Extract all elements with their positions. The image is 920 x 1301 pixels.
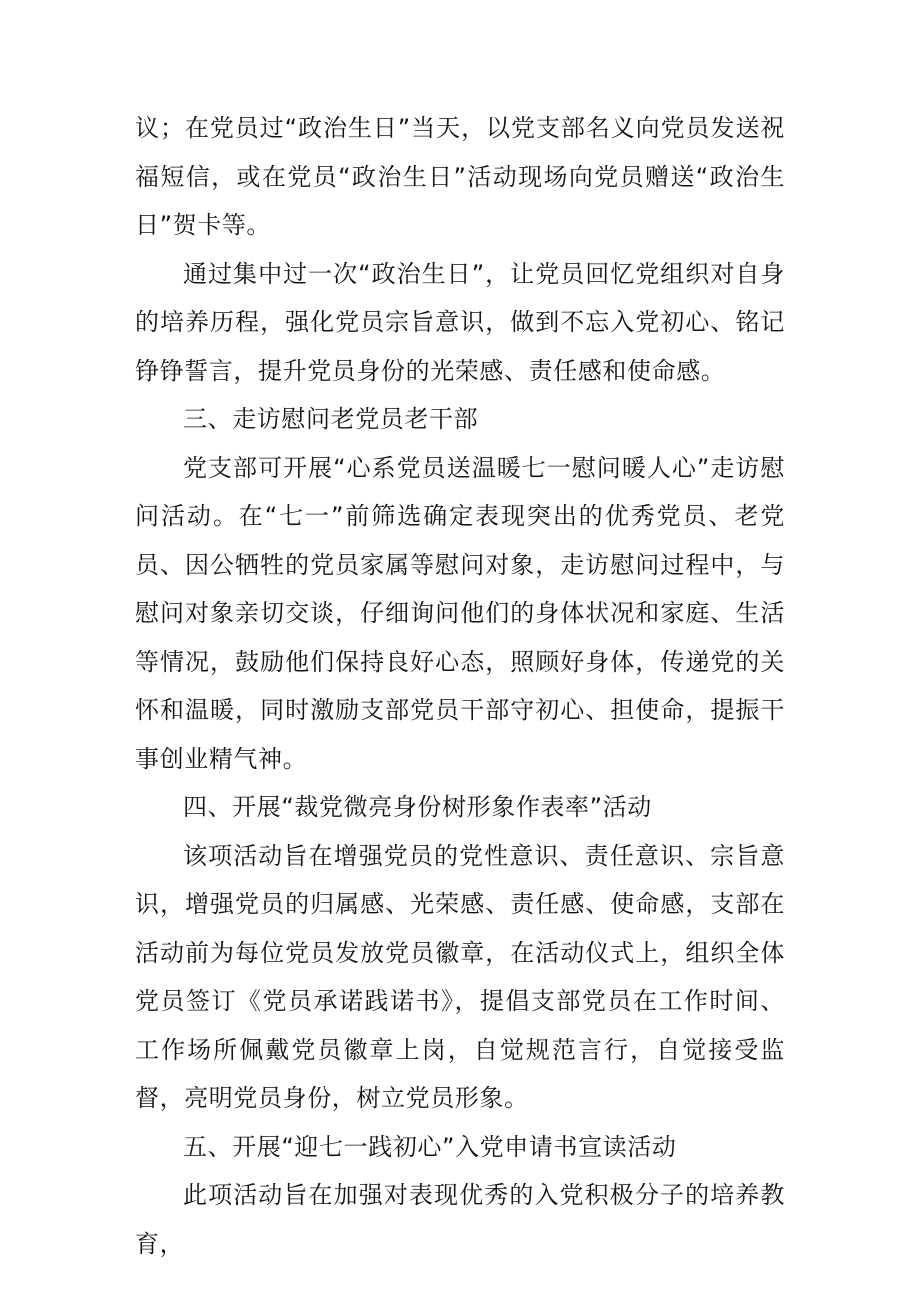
section-heading-5: 五、开展“迎七一践初心”入党申请书宣读活动 <box>183 1132 677 1161</box>
paragraph-section-3-body: 党支部可开展“心系党员送温暖七一慰问暖人心”走访慰问活动。在“七一”前筛选确定表现突出的优秀党员、老党员、因公牺牲的党员家属等慰问对象，走访慰问过程中，与慰问对象亲切交谈，仔细询问他们的身体状况和家庭、生活等情况，鼓励他们保持良好心态，照顾好身体，传递党的关怀和温暖，同时激励支部党员干部守初心、担使命，提振干事创业精气神。 <box>135 453 785 773</box>
paragraph-section-5-body: 此项活动旨在加强对表现优秀的入党积极分子的培养教育， <box>135 1181 785 1258</box>
paragraph-continued: 议；在党员过“政治生日”当天，以党支部名义向党员发送祝福短信，或在党员“政治生日”活动现场向党员赠送“政治生日”贺卡等。 <box>135 114 785 239</box>
section-heading-4: 四、开展“裁党微亮身份树形象作表率”活动 <box>183 793 652 821</box>
paragraph-section-4-body: 该项活动旨在增强党员的党性意识、责任意识、宗旨意识，增强党员的归属感、光荣感、责任感、使命感，支部在活动前为每位党员发放党员徽章，在活动仪式上，组织全体党员签订《党员承诺践诺书》，提倡支部党员在工作时间、工作场所佩戴党员徽章上岗，自觉规范言行，自觉接受监督，亮明党员身份，树立党员形象。 <box>135 841 785 1112</box>
document-body <box>135 104 785 1268</box>
section-heading-3: 三、走访慰问老党员老干部 <box>183 405 479 433</box>
paragraph-political-birthday-summary: 通过集中过一次“政治生日”，让党员回忆党组织对自身的培养历程，强化党员宗旨意识，做到不忘入党初心、铭记铮铮誓言，提升党员身份的光荣感、责任感和使命感。 <box>135 259 785 385</box>
